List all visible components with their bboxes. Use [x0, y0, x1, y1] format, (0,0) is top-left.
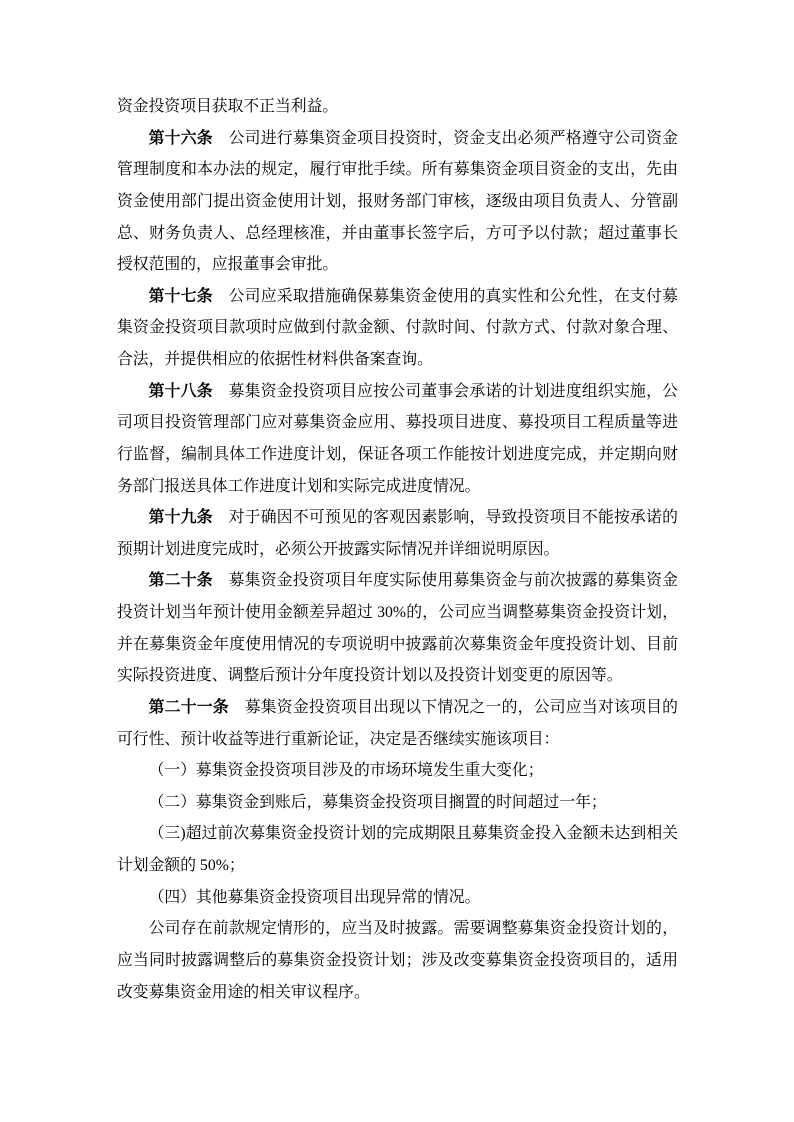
paragraph-text: （三)超过前次募集资金投资计划的完成期限且募集资金投入金额未达到相关计划金额的 50%；	[117, 825, 678, 874]
paragraph-text: 募集资金投资项目应按公司董事会承诺的计划进度组织实施，公司项目投资管理部门应对募集资金应用、募投项目进度、募投项目工程质量等进行监督，编制具体工作进度计划，保证各项工作能按计划进度完成，并定期向财务部门报送具体工作进度计划和实际完成进度情况。	[117, 382, 678, 495]
paragraph	[117, 123, 678, 281]
article-number: 第十八条	[148, 382, 213, 400]
paragraph-text: 公司应采取措施确保募集资金使用的真实性和公允性，在支付募集资金投资项目款项时应做到付款金额、付款时间、付款方式、付款对象合理、合法，并提供相应的依据性材料供备案查询。	[117, 287, 678, 368]
article-number: 第二十一条	[148, 698, 229, 716]
paragraph-text: 募集资金投资项目年度实际使用募集资金与前次披露的募集资金投资计划当年预计使用金额差异超过 30%的，公司应当调整募集资金投资计划，并在募集资金年度使用情况的专项说明中披露前次募集资金年度投资计划、目前实际投资进度、调整后预计分年度投资计划以及投资计划变更的原因等。	[117, 572, 678, 685]
paragraph	[117, 818, 678, 881]
paragraph-text: 对于确因不可预见的客观因素影响，导致投资项目不能按承诺的预期计划进度完成时，必须公开披露实际情况并详细说明原因。	[117, 509, 678, 558]
paragraph	[117, 787, 678, 819]
paragraph-text: （一）募集资金投资项目涉及的市场环境发生重大变化；	[148, 762, 544, 780]
article-number: 第十七条	[148, 287, 213, 305]
paragraph	[117, 692, 678, 755]
paragraph	[117, 281, 678, 376]
paragraph-text: 公司进行募集资金项目投资时，资金支出必须严格遵守公司资金管理制度和本办法的规定，履行审批手续。所有募集资金项目资金的支出，先由资金使用部门提出资金使用计划，报财务部门审核，逐级由项目负责人、分管副总、财务负责人、总经理核准，并由董事长签字后，方可予以付款；超过董事长授权范围的，应报董事会审批。	[117, 129, 678, 274]
paragraph-text: 资金投资项目获取不正当利益。	[117, 98, 339, 115]
paragraph-text: 公司存在前款规定情形的，应当及时披露。需要调整募集资金投资计划的，应当同时披露调整后的募集资金投资计划；涉及改变募集资金投资项目的，适用改变募集资金用途的相关审议程序。	[117, 920, 678, 1001]
paragraph	[117, 91, 678, 123]
paragraph	[117, 565, 678, 692]
paragraph	[117, 502, 678, 565]
paragraph-text: （二）募集资金到账后，募集资金投资项目搁置的时间超过一年；	[148, 793, 607, 811]
paragraph-text: 募集资金投资项目出现以下情况之一的，公司应当对该项目的可行性、预计收益等进行重新论证，决定是否继续实施该项目：	[117, 698, 678, 748]
paragraph	[117, 755, 678, 787]
paragraph	[117, 913, 678, 1008]
article-number: 第十六条	[148, 129, 213, 147]
paragraph-text: （四）其他募集资金投资项目出现异常的情况。	[148, 888, 481, 906]
article-number: 第二十条	[148, 572, 213, 590]
paragraph	[117, 882, 678, 914]
document-content	[117, 91, 678, 1008]
paragraph	[117, 376, 678, 503]
article-number: 第十九条	[148, 509, 213, 527]
